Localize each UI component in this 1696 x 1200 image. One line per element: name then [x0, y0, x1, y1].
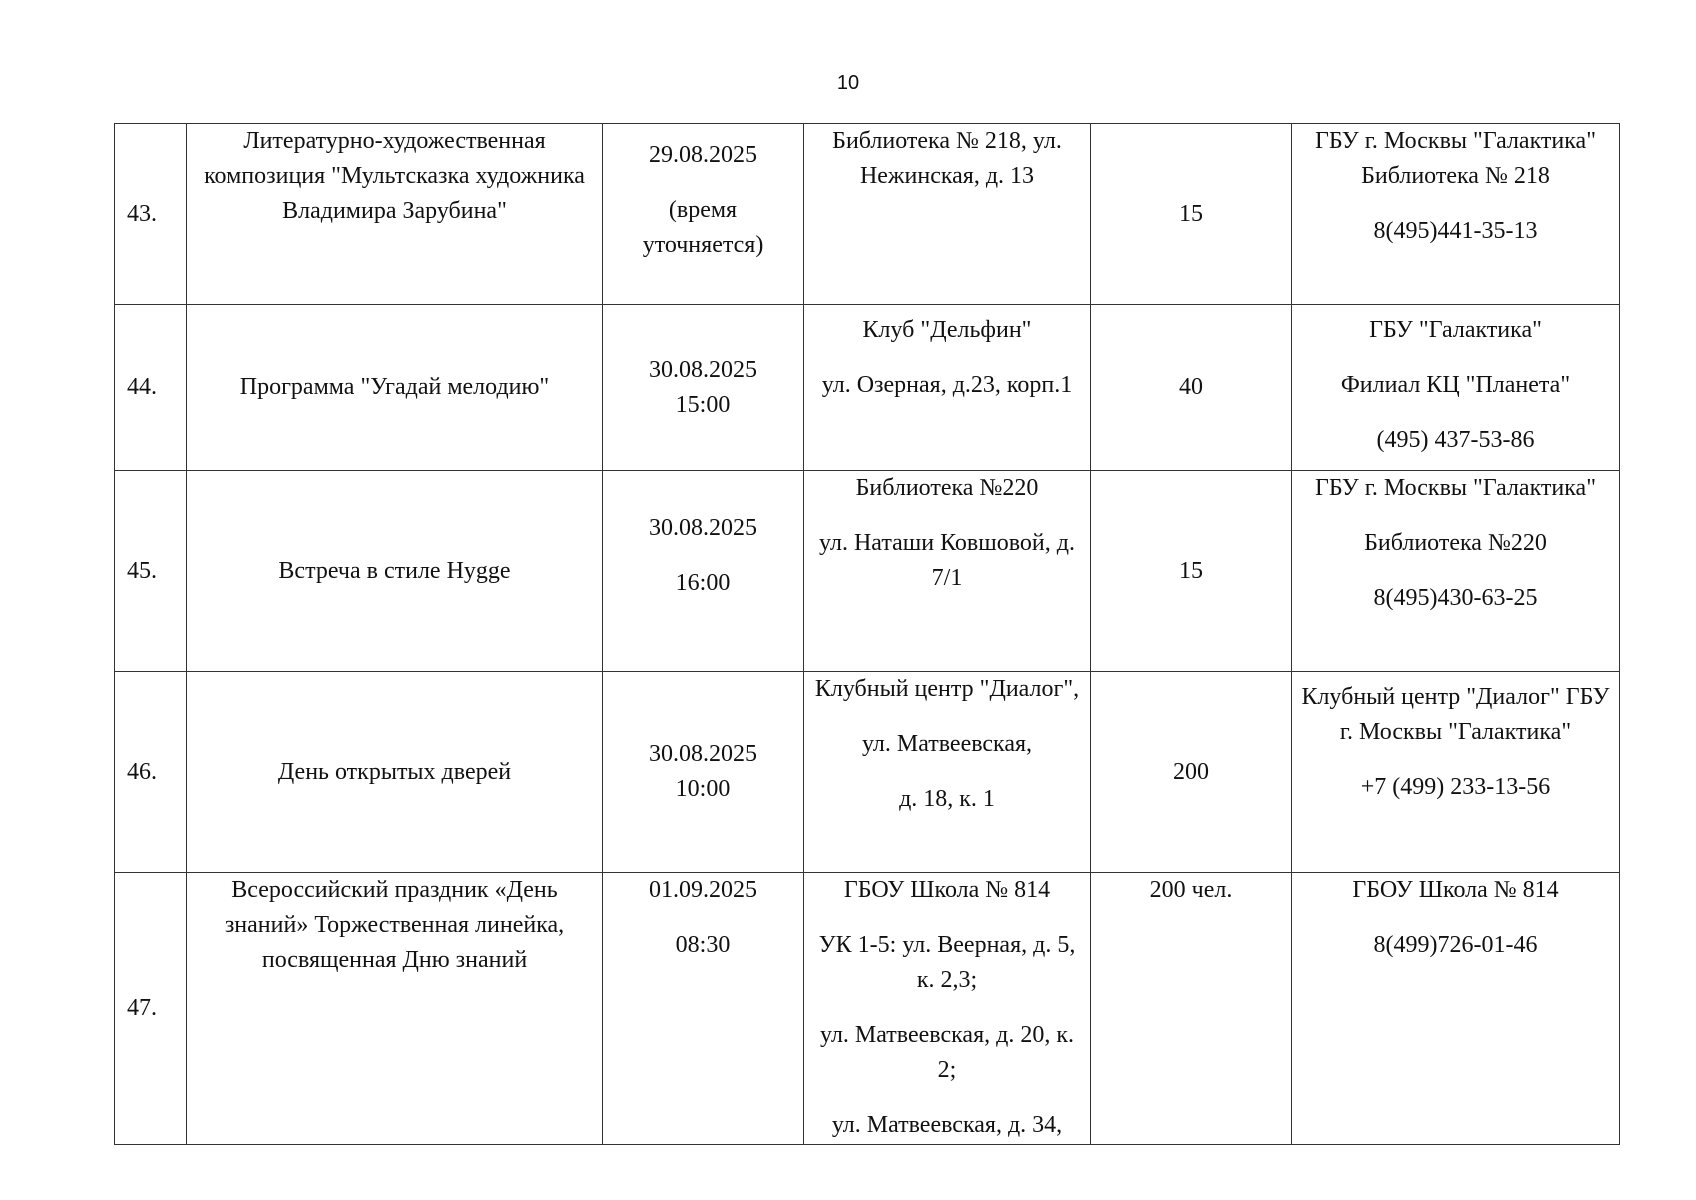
organizer-cell — [1292, 873, 1620, 1145]
participants-cell — [1091, 124, 1292, 305]
place-cell — [804, 672, 1091, 873]
event-cell — [187, 672, 603, 873]
page-number: 10 — [836, 72, 860, 94]
event-building: д. 18, к. 1 — [899, 786, 995, 812]
organizer-cell — [1292, 305, 1620, 471]
event-cell — [187, 124, 603, 305]
row-number-cell — [115, 672, 187, 873]
event-date: 29.08.2025 — [649, 142, 757, 168]
organizer-branch: Библиотека №220 — [1364, 530, 1547, 556]
table-row — [115, 873, 1620, 1145]
organizer-cell — [1292, 124, 1620, 305]
organizer-name: ГБУ г. Москвы "Галактика" — [1314, 475, 1597, 501]
organizer-name: Клубный центр "Диалог" ГБУ г. Москвы "Галактика" — [1301, 684, 1610, 745]
row-number-cell — [115, 873, 187, 1145]
participants-cell — [1091, 672, 1292, 873]
event-place: Библиотека № 218, ул. Нежинская, д. 13 — [832, 128, 1062, 189]
place-cell — [804, 873, 1091, 1145]
events-table — [114, 123, 1620, 1145]
organizer-phone: 8(495)430-63-25 — [1373, 585, 1538, 611]
event-street: ул. Матвеевская, — [861, 731, 1033, 757]
organizer-phone: +7 (499) 233-13-56 — [1360, 774, 1551, 800]
organizer-phone: 8(495)441-35-13 — [1373, 218, 1538, 244]
participants-cell — [1091, 305, 1292, 471]
participants-count: 40 — [1179, 374, 1203, 400]
event-place: Библиотека №220 — [855, 475, 1039, 501]
event-name: Литературно-художественная композиция "Мультсказка художника Владимира Зарубина" — [204, 128, 585, 224]
event-name: Всероссийский праздник «День знаний» Торжественная линейка, посвященная Дню знаний — [224, 877, 565, 973]
event-date: 30.08.2025 10:00 — [649, 741, 757, 802]
event-time: 16:00 — [675, 570, 731, 596]
place-cell — [804, 471, 1091, 672]
participants-count: 15 — [1179, 200, 1203, 227]
event-address-2: ул. Матвеевская, д. 20, к. 2; — [820, 1022, 1074, 1083]
event-cell — [187, 873, 603, 1145]
row-number-cell — [115, 305, 187, 471]
date-cell — [603, 305, 804, 471]
place-cell — [804, 124, 1091, 305]
date-cell — [603, 873, 804, 1145]
participants-count: 200 чел. — [1149, 877, 1233, 903]
table-row — [115, 305, 1620, 471]
row-number-cell — [115, 124, 187, 305]
organizer-name: ГБОУ Школа № 814 — [1352, 877, 1559, 903]
date-cell — [603, 124, 804, 305]
participants-cell — [1091, 873, 1292, 1145]
participants-count: 200 — [1173, 758, 1209, 785]
event-address-1: УК 1-5: ул. Веерная, д. 5, к. 2,3; — [818, 932, 1076, 993]
event-time: 08:30 — [675, 932, 731, 958]
event-name: Программа "Угадай мелодию" — [239, 374, 550, 400]
organizer-cell — [1292, 672, 1620, 873]
participants-count: 15 — [1179, 557, 1203, 584]
event-name: Встреча в стиле Hygge — [278, 557, 511, 584]
event-date: 30.08.2025 — [649, 515, 757, 541]
participants-cell — [1091, 471, 1292, 672]
event-address: ул. Озерная, д.23, корп.1 — [821, 372, 1073, 398]
organizer-branch: Филиал КЦ "Планета" — [1340, 372, 1571, 398]
event-cell — [187, 305, 603, 471]
event-date: 30.08.2025 15:00 — [649, 356, 757, 418]
row-number-cell — [115, 471, 187, 672]
event-time: (время уточняется) — [642, 197, 764, 258]
event-place: Клубный центр "Диалог", — [814, 676, 1080, 702]
table-row — [115, 124, 1620, 305]
table-row — [115, 471, 1620, 672]
organizer-phone: (495) 437-53-86 — [1376, 427, 1535, 453]
organizer-phone: 8(499)726-01-46 — [1373, 932, 1538, 958]
event-cell — [187, 471, 603, 672]
table-row — [115, 672, 1620, 873]
row-number: 44. — [127, 374, 157, 400]
event-address: ул. Наташи Ковшовой, д. 7/1 — [819, 530, 1075, 591]
place-cell — [804, 305, 1091, 471]
row-number: 45. — [127, 557, 157, 584]
event-date: 01.09.2025 — [649, 877, 757, 903]
date-cell — [603, 672, 804, 873]
row-number: 46. — [127, 758, 157, 785]
row-number: 47. — [127, 995, 157, 1021]
row-number: 43. — [127, 200, 157, 227]
event-place: ГБОУ Школа № 814 — [843, 877, 1051, 903]
event-address-3: ул. Матвеевская, д. 34, — [831, 1112, 1063, 1138]
organizer-name: ГБУ г. Москвы "Галактика" Библиотека № 218 — [1314, 128, 1597, 189]
date-cell — [603, 471, 804, 672]
organizer-name: ГБУ "Галактика" — [1369, 317, 1542, 343]
event-place: Клуб "Дельфин" — [862, 317, 1032, 343]
event-name: День открытых дверей — [277, 758, 512, 785]
organizer-cell — [1292, 471, 1620, 672]
